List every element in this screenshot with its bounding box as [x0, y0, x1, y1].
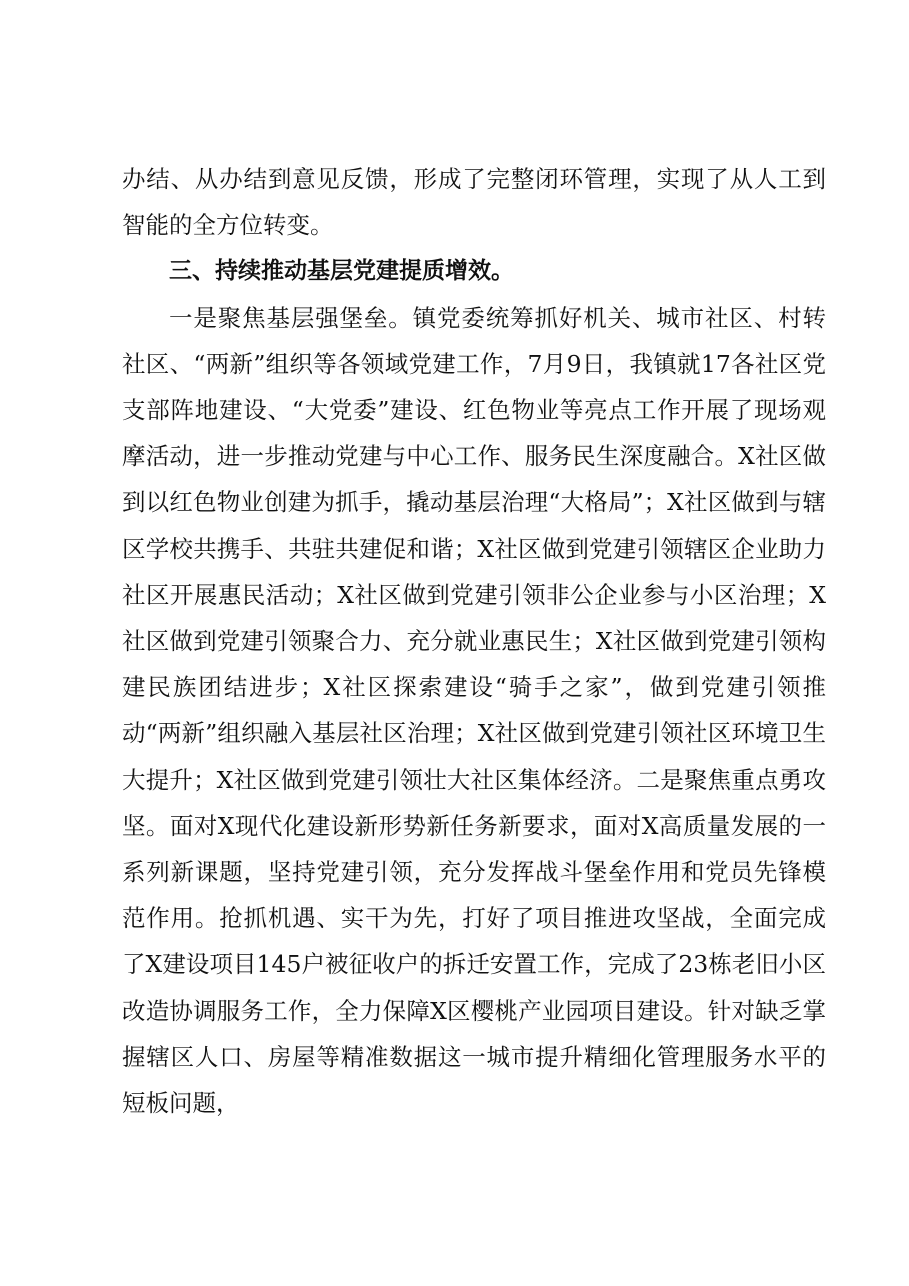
section-heading: 三、持续推动基层党建提质增效。 — [169, 258, 514, 285]
continuation-paragraph: 办结、从办结到意见反馈，形成了完整闭环管理，实现了从人工到智能的全方位转变。 — [122, 165, 826, 240]
document-body — [122, 156, 826, 1126]
body-paragraph: 一是聚焦基层强堡垒。镇党委统筹抓好机关、城市社区、村转社区、“两新”组织等各领域党建工作，7月9日，我镇就17各社区党支部阵地建设、“大党委”建设、红色物业等亮点工作开展了现场观摩活动，进一步推动党建与中心工作、服务民生深度融合。X社区做到以红色物业创建为抓手，撬动基层治理“大格局”；X社区做到与辖区学校共携手、共驻共建促和谐；X社区做到党建引领辖区企业助力社区开展惠民活动；X社区做到党建引领非公企业参与小区治理；X社区做到党建引领聚合力、充分就业惠民生；X社区做到党建引领构建民族团结进步；X社区探索建设“骑手之家”，做到党建引领推动“两新”组织融入基层社区治理；X社区做到党建引领社区环境卫生大提升；X社区做到党建引领壮大社区集体经济。二是聚焦重点勇攻坚。面对X现代化建设新形势新任务新要求，面对X高质量发展的一系列新课题，坚持党建引领，充分发挥战斗堡垒作用和党员先锋模范作用。抢抓机遇、实干为先，打好了项目推进攻坚战，全面完成了X建设项目145户被征收户的拆迁安置工作，完成了23栋老旧小区改造协调服务工作，全力保障X区樱桃产业园项目建设。针对缺乏掌握辖区人口、房屋等精准数据这一城市提升精细化管理服务水平的短板问题， — [122, 303, 826, 1118]
